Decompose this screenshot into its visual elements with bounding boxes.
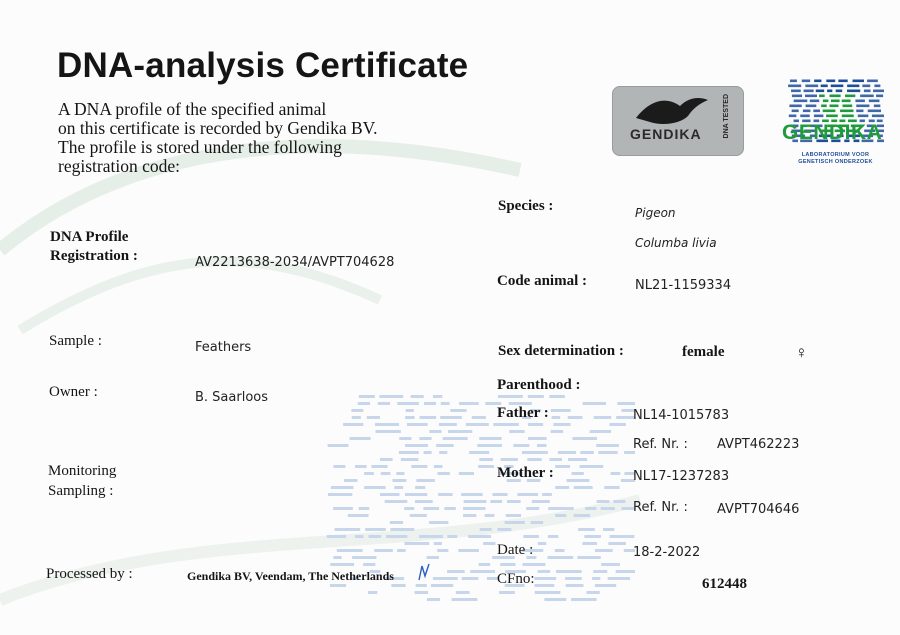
cfno-label: CFno: xyxy=(497,571,535,587)
father-label: Father : xyxy=(497,405,549,421)
dna-profile-label: DNA Profile xyxy=(50,229,129,245)
logo-subtitle xyxy=(784,152,887,166)
female-symbol-icon: ♀ xyxy=(795,343,808,362)
intro-line: registration code: xyxy=(58,156,180,176)
father-value: NL14-1015783 xyxy=(633,408,730,423)
logo-subtitle-line: LABORATORIUM VOOR xyxy=(801,152,870,158)
monitoring-label: Monitoring xyxy=(48,463,117,479)
intro-line: on this certificate is recorded by Gendika BV. xyxy=(58,118,378,138)
logo-name: GENDIKA xyxy=(782,121,883,144)
mother-value: NL17-1237283 xyxy=(633,469,730,484)
intro-line: A DNA profile of the specified animal xyxy=(58,99,327,119)
registration-label: Registration : xyxy=(50,248,138,264)
sex-determination-label: Sex determination : xyxy=(498,343,624,359)
owner-value: B. Saarloos xyxy=(195,390,269,405)
code-animal-value: NL21-1159334 xyxy=(635,278,732,293)
date-label: Date : xyxy=(497,542,534,558)
cfno-value: 612448 xyxy=(702,576,747,592)
species-latin-name: Columba livia xyxy=(635,236,717,250)
mother-label: Mother : xyxy=(497,465,554,481)
mother-ref-label: Ref. Nr. : xyxy=(633,500,688,515)
species-common-name: Pigeon xyxy=(635,206,676,220)
sex-value: female xyxy=(682,344,725,360)
stamp-text: GENDIKA xyxy=(630,126,702,142)
code-animal-label: Code animal : xyxy=(497,273,587,289)
father-ref-value: AVPT462223 xyxy=(717,437,800,452)
pigeon-icon xyxy=(632,94,712,130)
processed-by-value: Gendika BV, Veendam, The Netherlands xyxy=(187,569,394,583)
handwritten-mark xyxy=(417,562,431,582)
certificate-title: DNA-analysis Certificate xyxy=(57,46,469,85)
mother-ref-value: AVPT704646 xyxy=(717,502,800,517)
dna-tested-stamp xyxy=(612,86,744,156)
date-value: 18-2-2022 xyxy=(633,545,701,560)
father-ref-label: Ref. Nr. : xyxy=(633,437,688,452)
processed-by-label: Processed by : xyxy=(46,566,133,582)
sampling-label: Sampling : xyxy=(48,483,114,499)
parenthood-label: Parenthood : xyxy=(497,377,581,393)
intro-line: The profile is stored under the following xyxy=(58,137,342,157)
sample-label: Sample : xyxy=(49,333,102,349)
logo-subtitle-line: GENETISCH ONDERZOEK xyxy=(798,159,873,165)
species-label: Species : xyxy=(498,198,554,214)
owner-label: Owner : xyxy=(49,384,98,400)
registration-value: AV2213638-2034/AVPT704628 xyxy=(195,255,395,270)
stamp-side-text: DNA TESTED xyxy=(723,94,730,139)
intro-text xyxy=(58,100,418,176)
sample-value: Feathers xyxy=(195,340,252,355)
